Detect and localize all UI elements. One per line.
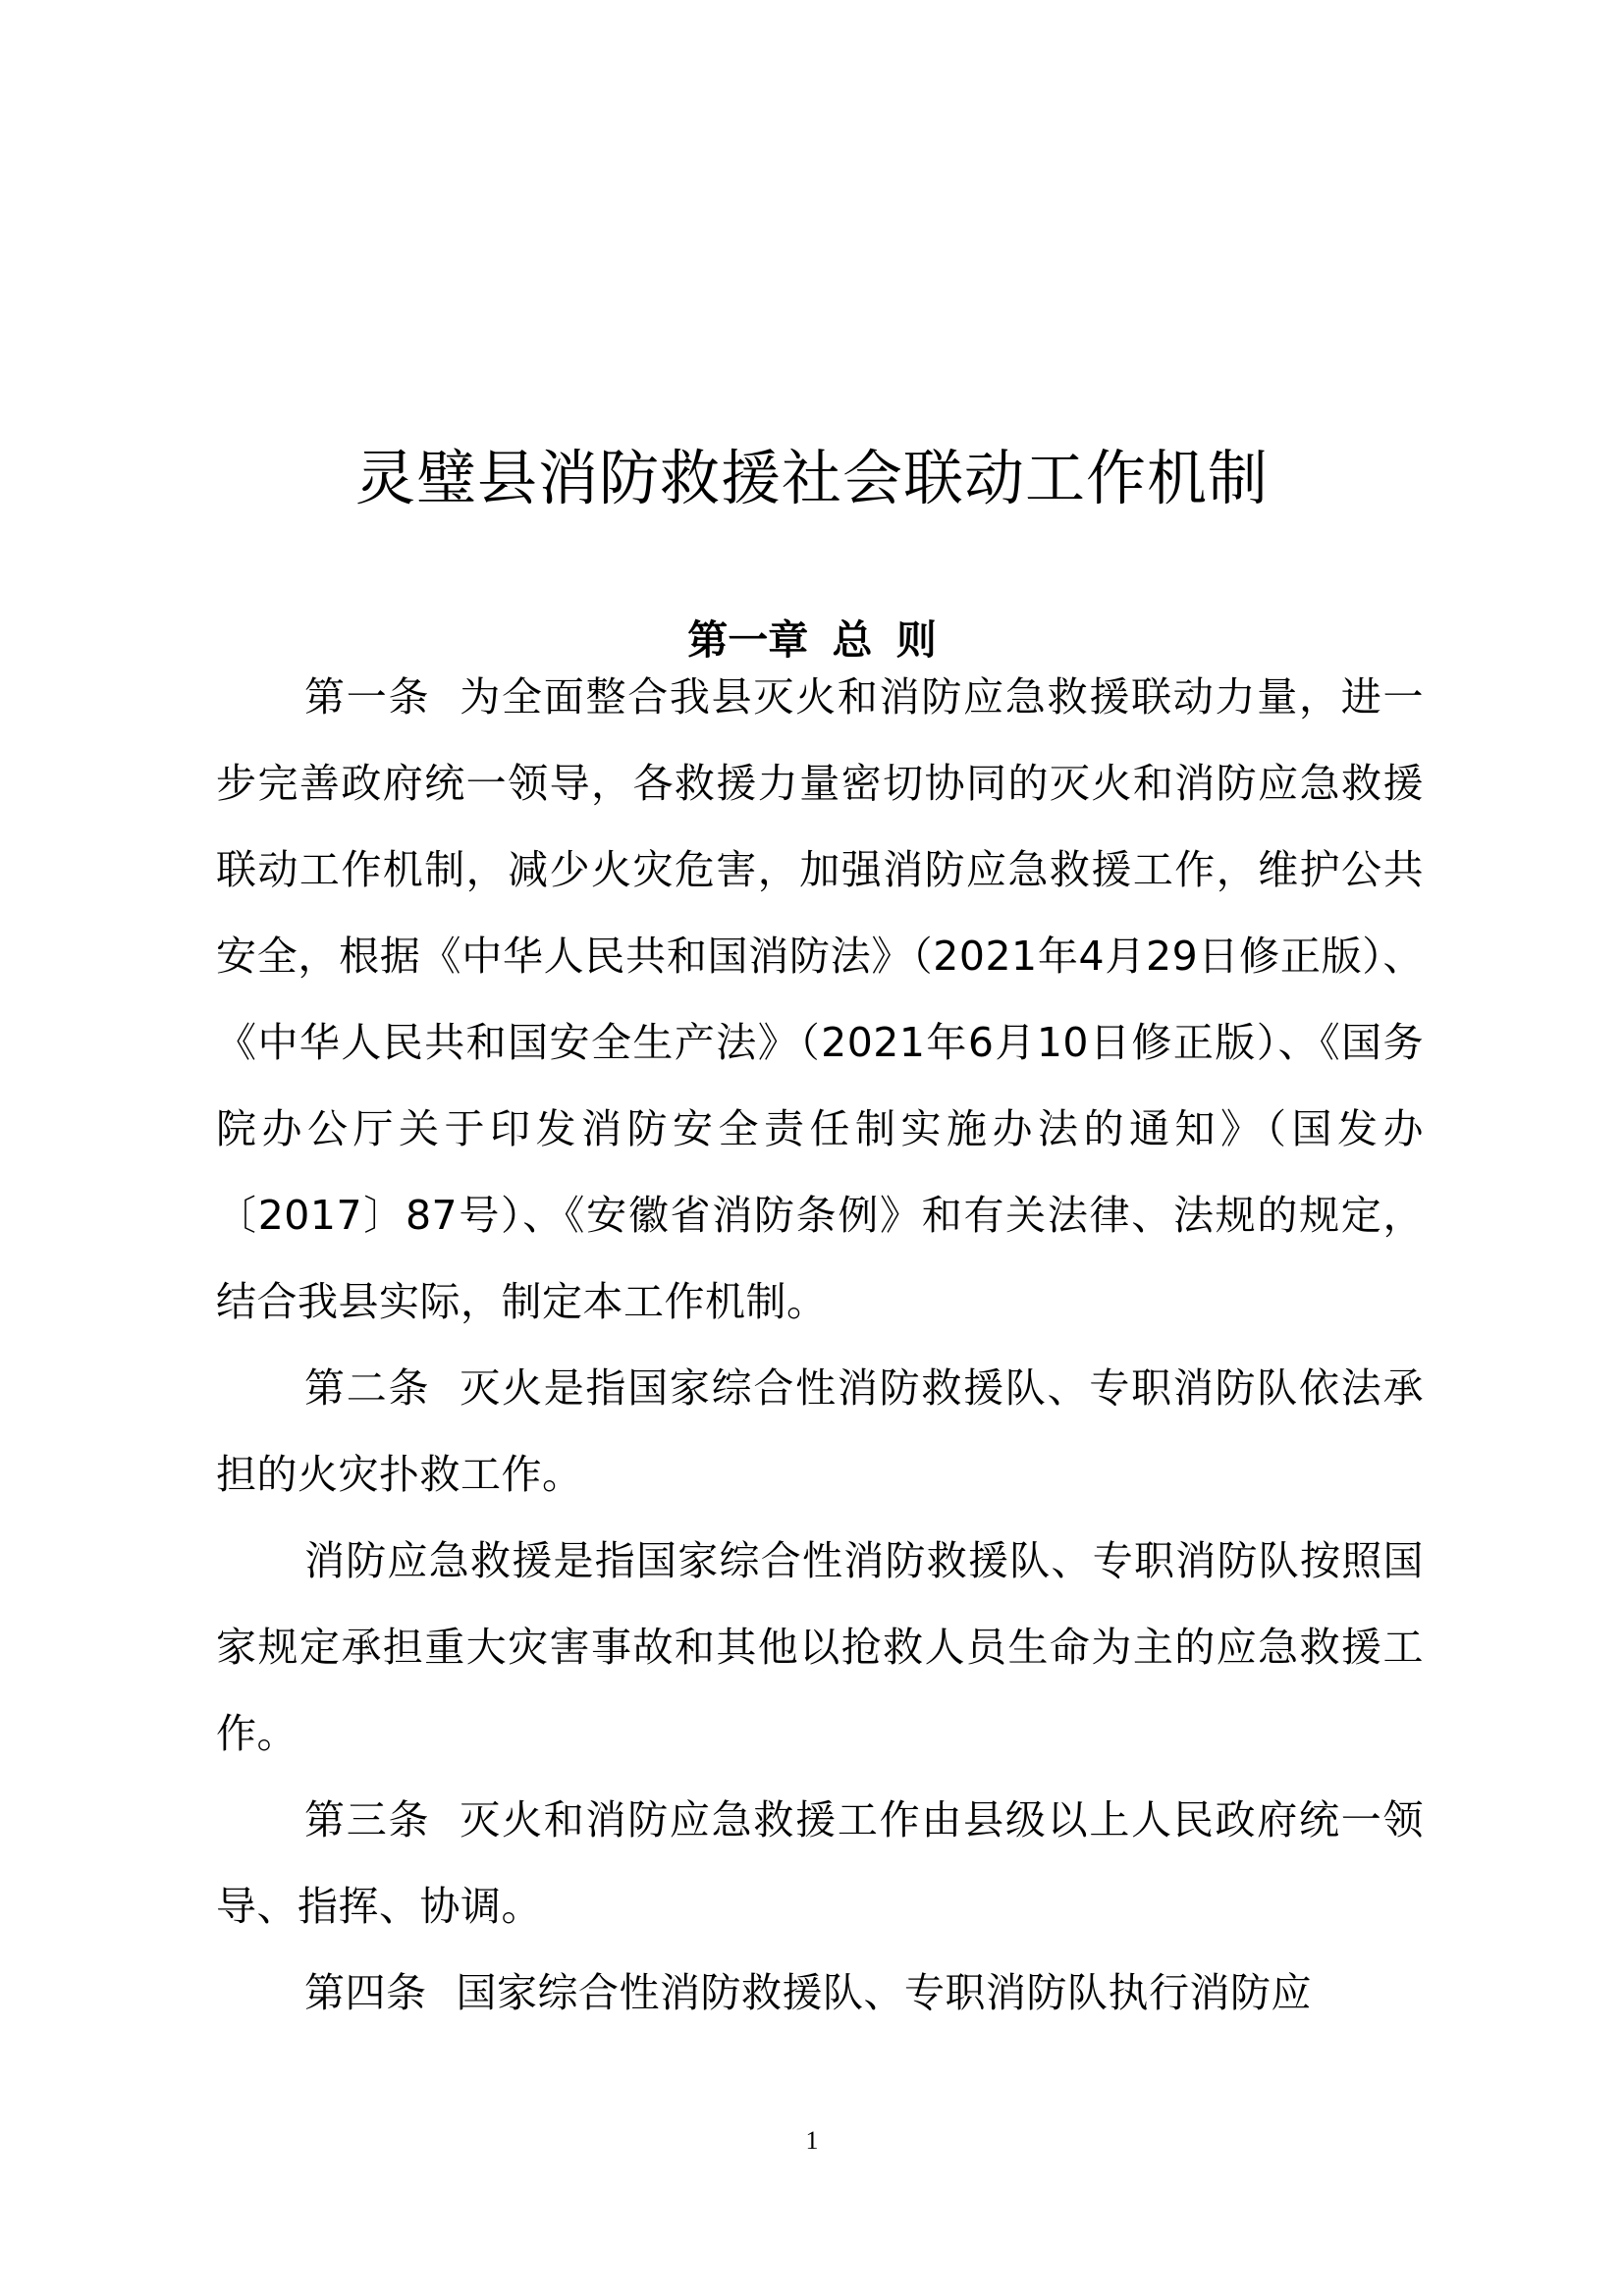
article-number: 第三条 (304, 1796, 431, 1843)
article-number: 第一条 (304, 673, 431, 721)
article-2-continuation-paragraph (216, 1518, 1424, 1777)
document-body (216, 654, 1424, 2036)
article-number: 第四条 (304, 1969, 427, 2016)
article-2-paragraph (216, 1345, 1424, 1518)
chapter-heading: 第一章 总 则 (687, 616, 937, 665)
article-text: 消防应急救援是指国家综合性消防救援队、专职消防队按照国家规定承担重大灾害事故和其他以抢救人员生命为主的应急救援工作。 (216, 1537, 1424, 1757)
article-4-paragraph (216, 1949, 1424, 2036)
article-text: 灭火和消防应急救援工作由县级以上人民政府统一领导、指挥、协调。 (216, 1796, 1425, 1930)
article-number: 第二条 (304, 1364, 431, 1412)
article-text: 为全面整合我县灭火和消防应急救援联动力量，进一步完善政府统一领导，各救援力量密切协同的灭火和消防应急救援联动工作机制，减少火灾危害，加强消防应急救援工作，维护公共安全，根据《中华人民共和国消防法》（2021年4月29日修正版）、《中华人民共和国安全生产法》（2021年6月10日修正版）、《国务院办公厅关于印发消防安全责任制实施办法的通知》（国发办〔2017〕87号）、《安徽省消防条例》和有关法律、法规的规定，结合我县实际，制定本工作机制。 (216, 673, 1425, 1325)
article-1-paragraph (216, 654, 1424, 1345)
page-number: 1 (805, 2126, 819, 2155)
document-title: 灵璧县消防救援社会联动工作机制 (354, 443, 1269, 513)
article-3-paragraph (216, 1777, 1424, 1949)
article-text: 灭火是指国家综合性消防救援队、专职消防队依法承担的火灾扑救工作。 (216, 1364, 1425, 1498)
article-text: 国家综合性消防救援队、专职消防队执行消防应 (456, 1969, 1312, 2016)
